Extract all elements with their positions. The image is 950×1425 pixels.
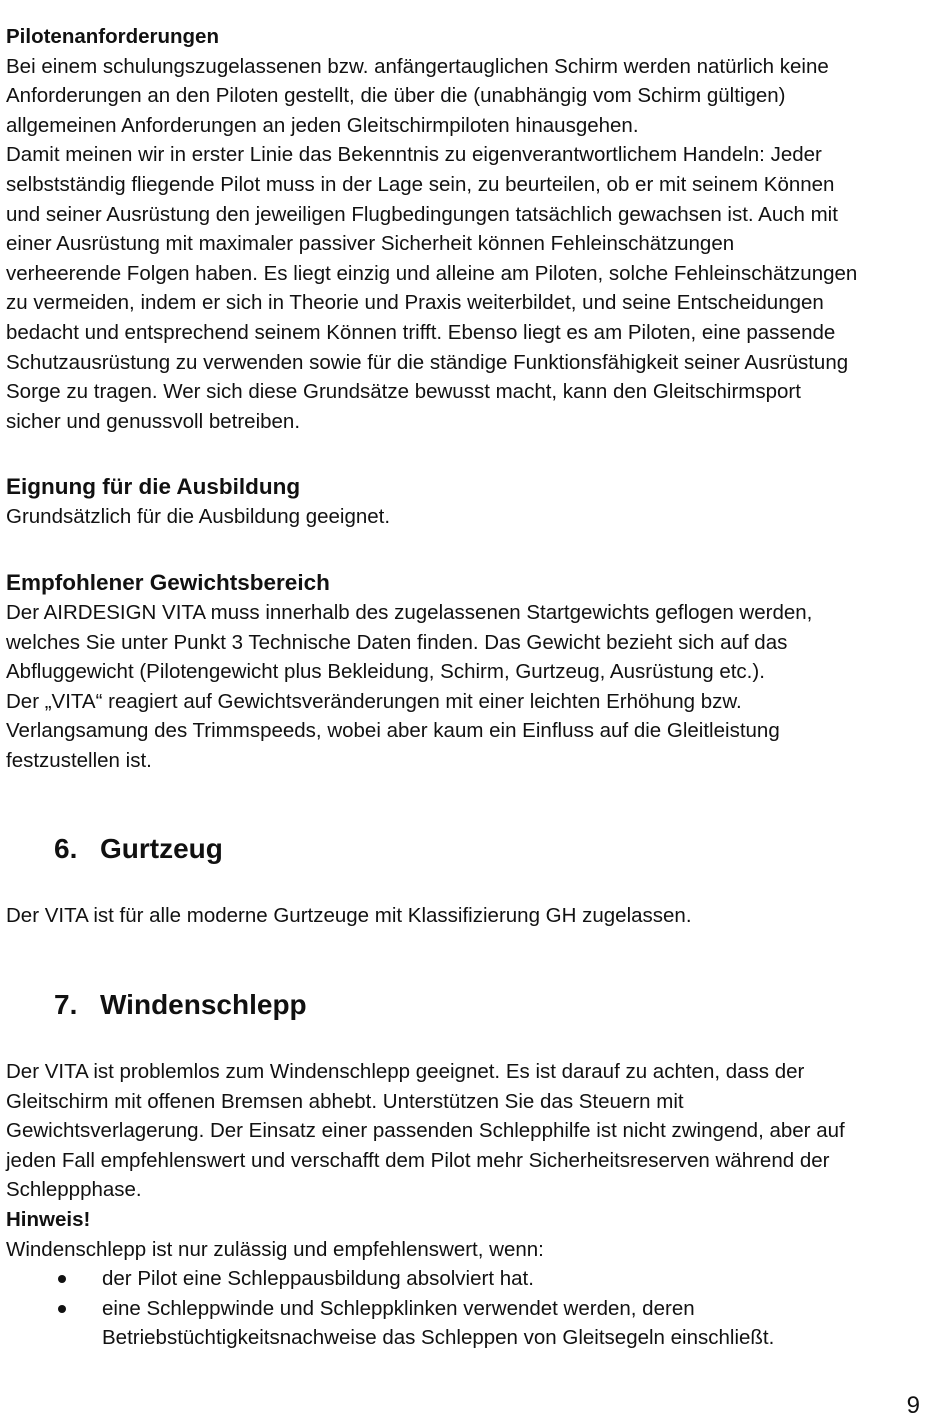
list-item-text: der Pilot eine Schleppausbildung absolviert hat. bbox=[102, 1267, 534, 1291]
text-line: Der VITA ist problemlos zum Windenschlepp geeignet. Es ist darauf zu achten, dass der bbox=[6, 1060, 805, 1084]
section-6-number: 6. bbox=[54, 833, 78, 865]
text-line: Gewichtsverlagerung. Der Einsatz einer passenden Schlepphilfe ist nicht zwingend, aber auf bbox=[6, 1119, 845, 1143]
conditions-list bbox=[6, 1264, 926, 1353]
text-line: Anforderungen an den Piloten gestellt, die über die (unabhängig vom Schirm gültigen) bbox=[6, 84, 786, 108]
note-label: Hinweis! bbox=[6, 1208, 91, 1232]
list-item bbox=[6, 1264, 926, 1294]
section-7-title: Windenschlepp bbox=[100, 989, 307, 1021]
text-line: welches Sie unter Punkt 3 Technische Daten finden. Das Gewicht bezieht sich auf das bbox=[6, 630, 788, 654]
text-line: Gleitschirm mit offenen Bremsen abhebt. Unterstützen Sie das Steuern mit bbox=[6, 1089, 684, 1113]
list-item bbox=[6, 1294, 926, 1353]
text-line: verheerende Folgen haben. Es liegt einzig und alleine am Piloten, solche Fehleinschätzungen bbox=[6, 261, 858, 285]
pilot-requirements-heading: Pilotenanforderungen bbox=[6, 25, 219, 48]
section-6-text: Der VITA ist für alle moderne Gurtzeuge mit Klassifizierung GH zugelassen. bbox=[6, 904, 692, 928]
text-line: Schleppphase. bbox=[6, 1178, 142, 1202]
text-line: Der AIRDESIGN VITA muss innerhalb des zugelassenen Startgewichts geflogen werden, bbox=[6, 600, 813, 624]
list-item-text: eine Schleppwinde und Schleppklinken verwendet werden, deren bbox=[102, 1296, 695, 1320]
bullet-icon bbox=[58, 1275, 66, 1283]
text-line: Verlangsamung des Trimmspeeds, wobei aber kaum ein Einfluss auf die Gleitleistung bbox=[6, 719, 780, 743]
bullet-icon bbox=[58, 1305, 66, 1313]
text-line: allgemeinen Anforderungen an jeden Gleitschirmpiloten hinausgehen. bbox=[6, 113, 639, 137]
weight-range-text bbox=[6, 598, 926, 776]
section-6-title: Gurtzeug bbox=[100, 833, 223, 865]
section-6-heading bbox=[6, 829, 926, 869]
text-line: sicher und genussvoll betreiben. bbox=[6, 409, 301, 433]
text-line: Bei einem schulungszugelassenen bzw. anfängertauglichen Schirm werden natürlich keine bbox=[6, 54, 829, 78]
text-line: zu vermeiden, indem er sich in Theorie und Praxis weiterbildet, und seine Entscheidungen bbox=[6, 291, 824, 315]
text-line: festzustellen ist. bbox=[6, 748, 152, 772]
section-7-number: 7. bbox=[54, 989, 78, 1021]
text-line: Der „VITA“ reagiert auf Gewichtsveränderungen mit einer leichten Erhöhung bzw. bbox=[6, 689, 742, 713]
text-line: Abfluggewicht (Pilotengewicht plus Bekleidung, Schirm, Gurtzeug, Ausrüstung etc.). bbox=[6, 660, 765, 684]
page-number: 9 bbox=[906, 1392, 920, 1419]
training-suitability-heading: Eignung für die Ausbildung bbox=[6, 474, 301, 500]
note-intro: Windenschlepp ist nur zulässig und empfehlenswert, wenn: bbox=[6, 1237, 544, 1261]
weight-range-heading: Empfohlener Gewichtsbereich bbox=[6, 569, 330, 595]
text-line: einer Ausrüstung mit maximaler passiver Sicherheit können Fehleinschätzungen bbox=[6, 232, 735, 256]
pilot-requirements-text bbox=[6, 52, 926, 437]
text-line: Damit meinen wir in erster Linie das Bekenntnis zu eigenverantwortlichem Handeln: Jeder bbox=[6, 143, 822, 167]
text-line: und seiner Ausrüstung den jeweiligen Flugbedingungen tatsächlich gewachsen ist. Auch mit bbox=[6, 202, 838, 226]
document-page bbox=[6, 22, 926, 1353]
text-line: selbstständig fliegende Pilot muss in der Lage sein, zu beurteilen, ob er mit seinem Können bbox=[6, 172, 835, 196]
section-7-text bbox=[6, 1057, 926, 1205]
section-7-heading bbox=[6, 985, 926, 1025]
text-line: bedacht und entsprechend seinem Können trifft. Ebenso liegt es am Piloten, eine passende bbox=[6, 320, 836, 344]
text-line: Schutzausrüstung zu verwenden sowie für die ständige Funktionsfähigkeit seiner Ausrüstung bbox=[6, 350, 849, 374]
text-line: Sorge zu tragen. Wer sich diese Grundsätze bewusst macht, kann den Gleitschirmsport bbox=[6, 380, 801, 404]
text-line: jeden Fall empfehlenswert und verschafft dem Pilot mehr Sicherheitsreserven während der bbox=[6, 1148, 830, 1172]
training-suitability-text: Grundsätzlich für die Ausbildung geeignet. bbox=[6, 505, 391, 529]
list-item-text-continued: Betriebstüchtigkeitsnachweise das Schleppen von Gleitsegeln einschließt. bbox=[102, 1326, 775, 1350]
